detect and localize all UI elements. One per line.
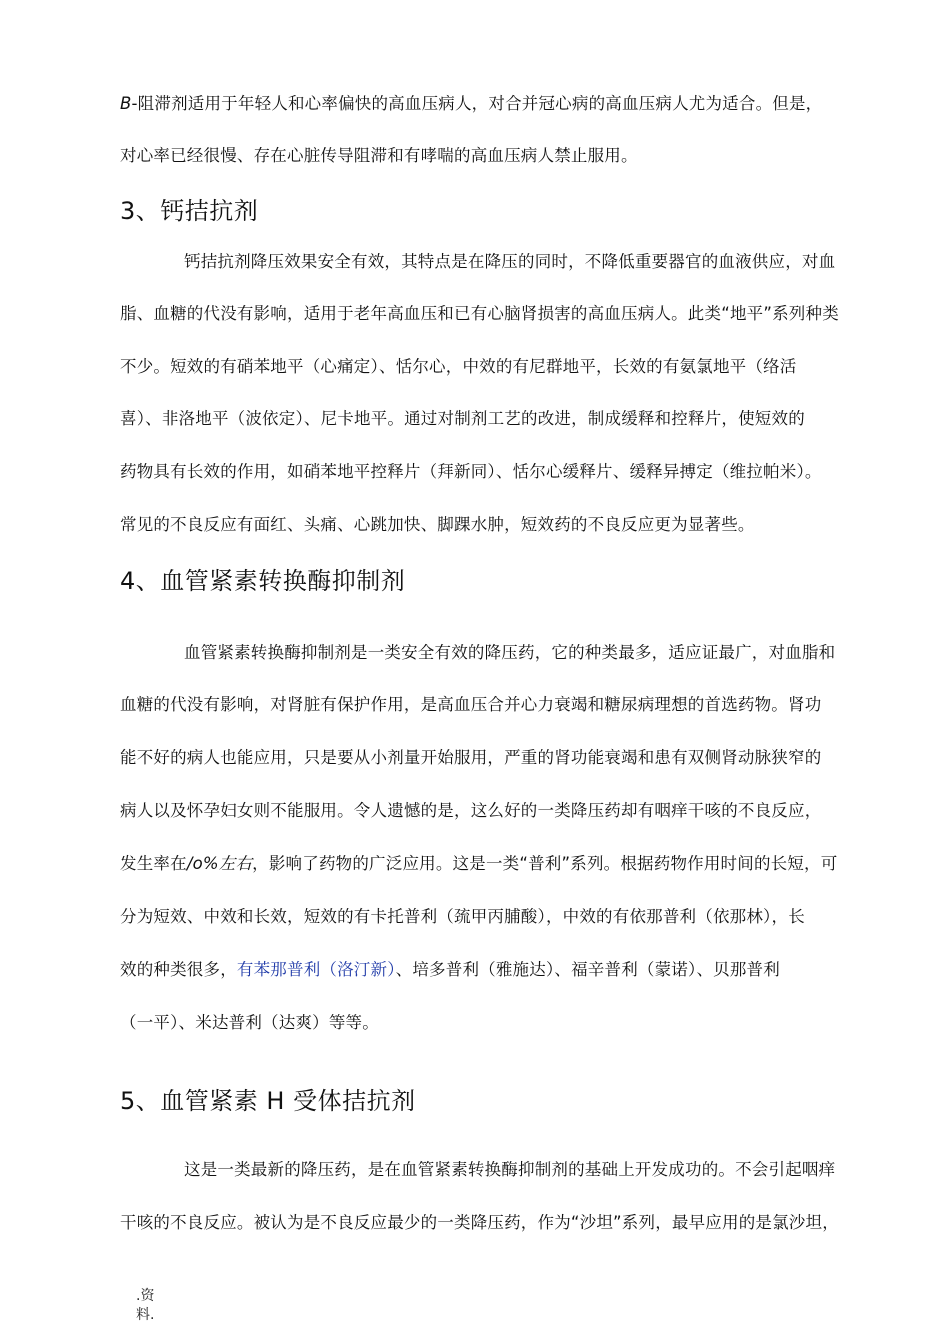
footer-text: .资 (136, 1288, 155, 1304)
paragraph-text: ，影响了药物的广泛应用。这是一类“普利”系列。根据药物作用时间的长短，可 (252, 854, 838, 873)
paragraph-text: 、培多普利（雅施达）、福辛普利（蒙诺）、贝那普利 (395, 960, 780, 979)
section-heading-3: 3、钙拮抗剂 (120, 197, 259, 225)
paragraph-line: 喜）、非洛地平（波依定）、尼卡地平。通过对制剂工艺的改进，制成缓释和控释片，使短效的 (120, 409, 805, 428)
paragraph-text: -阻滞剂适用于年轻人和心率偏快的高血压病人，对合并冠心病的高血压病人尤为适合。但是， (131, 94, 823, 113)
paragraph-text: 效的种类很多， (120, 960, 237, 979)
paragraph-line: 病人以及怀孕妇女则不能服用。令人遗憾的是，这么好的一类降压药却有咽痒干咳的不良反应， (120, 801, 822, 820)
paragraph-line: 血管紧素转换酶抑制剂是一类安全有效的降压药，它的种类最多，适应证最广，对血脂和 (184, 643, 836, 662)
paragraph-line: 血糖的代没有影响，对肾脏有保护作用，是高血压合并心力衰竭和糖尿病理想的首选药物。肾功 (120, 695, 822, 714)
paragraph-line (120, 94, 822, 114)
paragraph-line: 分为短效、中效和长效，短效的有卡托普利（巯甲丙脯酸），中效的有依那普利（依那林），长 (120, 907, 805, 926)
footer-text: 料. (136, 1307, 155, 1323)
paragraph-line: 药物具有长效的作用，如硝苯地平控释片（拜新同）、恬尔心缓释片、缓释异搏定（维拉帕米）。 (120, 462, 822, 481)
incidence-rate: /o%左右 (186, 854, 253, 873)
paragraph-line: 常见的不良反应有面红、头痛、心跳加快、脚踝水肿，短效药的不良反应更为显著些。 (120, 515, 755, 534)
paragraph-line (120, 960, 780, 980)
paragraph-line: 脂、血糖的代没有影响，适用于老年高血压和已有心脑肾损害的高血压病人。此类“地平”系列种类 (120, 304, 839, 323)
paragraph-line: （一平）、米达普利（达爽）等等。 (120, 1013, 379, 1032)
paragraph-line: 干咳的不良反应。被认为是不良反应最少的一类降压药，作为“沙坦”系列，最早应用的是氯沙坦， (120, 1213, 839, 1232)
paragraph-line (120, 854, 837, 874)
paragraph-line: 不少。短效的有硝苯地平（心痛定）、恬尔心，中效的有尼群地平，长效的有氨氯地平（络活 (120, 357, 797, 376)
paragraph-line: 这是一类最新的降压药，是在血管紧素转换酶抑制剂的基础上开发成功的。不会引起咽痒 (184, 1160, 836, 1179)
drug-link[interactable]: 有苯那普利（洛汀新） (236, 960, 396, 979)
section-heading-4: 4、血管紧素转换酶抑制剂 (120, 567, 406, 595)
paragraph-line: 能不好的病人也能应用，只是要从小剂量开始服用，严重的肾功能衰竭和患有双侧肾动脉狭窄的 (120, 748, 822, 767)
paragraph-line: 对心率已经很慢、存在心脏传导阻滞和有哮喘的高血压病人禁止服用。 (120, 146, 638, 165)
beta-symbol: B (120, 94, 132, 113)
section-heading-5: 5、血管紧素 H 受体拮抗剂 (120, 1087, 416, 1115)
paragraph-text: 发生率在 (120, 854, 187, 873)
paragraph-line: 钙拮抗剂降压效果安全有效，其特点是在降压的同时，不降低重要器官的血液供应，对血 (184, 252, 836, 271)
